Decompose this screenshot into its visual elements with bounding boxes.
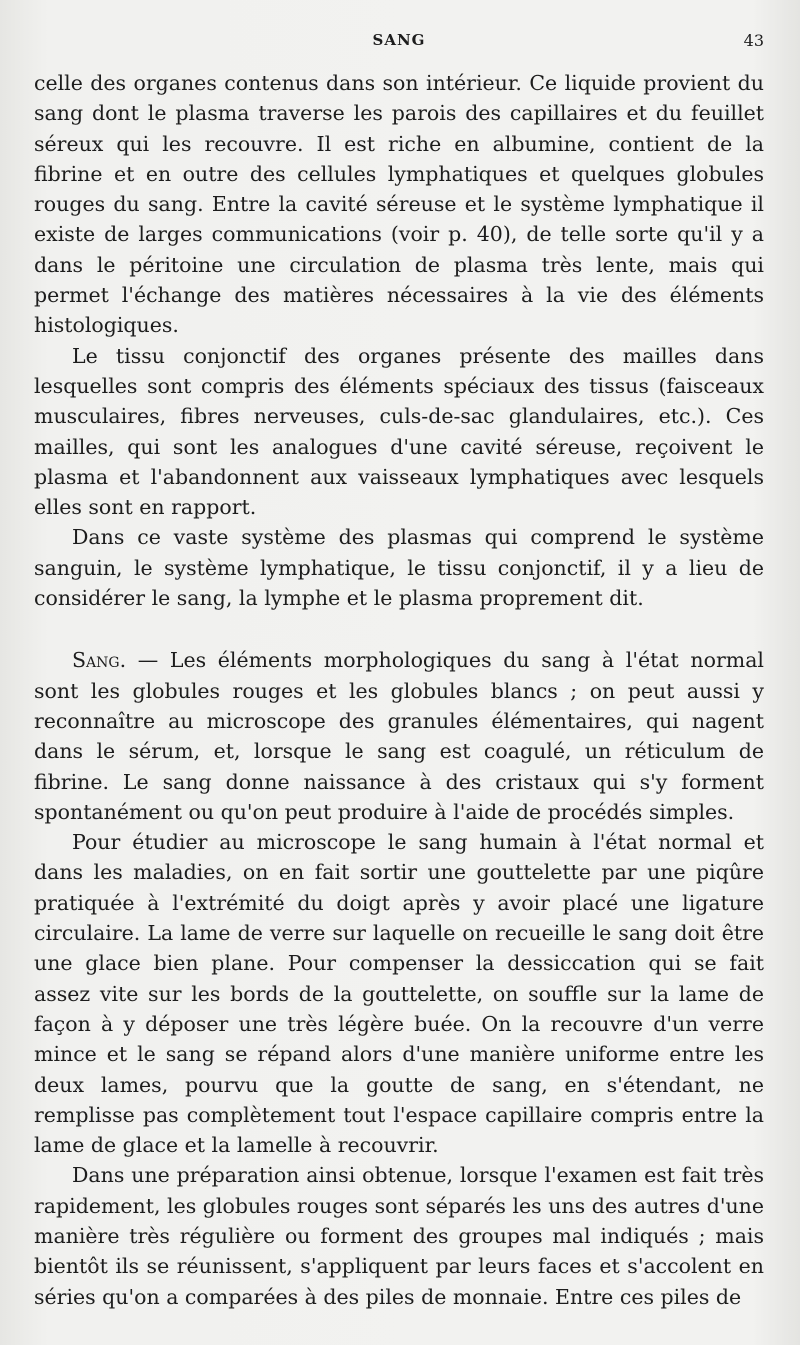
section-first-text: — Les éléments morphologiques du sang à l'état normal sont les globules rouges et les globules blancs ; on peut aussi y reconnaître au microscope des granules élémentaires, qui nagent dans le sérum, et, lorsque le sang est coagulé, un réticulum de fibrine. Le sang donne naissance à des cristaux qui s'y forment spontanément ou qu'on peut produire à l'aide de procédés simples.: [34, 648, 764, 824]
paragraph: Le tissu conjonctif des organes présente des mailles dans lesquelles sont compris des éléments spéciaux des tissus (faisceaux musculaires, fibres nerveuses, culs-de-sac glandulaires, etc.). Ces mailles, qui sont les analogues d'une cavité séreuse, reçoivent le plasma et l'abandonnent aux vaisseaux lymphatiques avec lesquels elles sont en rapport.: [34, 343, 764, 520]
page-header: [34, 0, 764, 68]
paragraph-continued: celle des organes contenus dans son intérieur. Ce liquide provient du sang dont le plasma traverse les parois des capillaires et du feuillet séreux qui les recouvre. Il est riche en albumine, contient de la fibrine et en outre des cellules lymphatiques et quelques globules rouges du sang. Entre la cavité séreuse et le système lymphatique il existe de larges communications (voir p. 40), de telle sorte qu'il y a dans le péritoine une circulation de plasma très lente, mais qui permet l'échange des matières nécessaires à la vie des éléments histologiques.: [34, 71, 764, 338]
section-first-paragraph: [34, 645, 764, 827]
paragraph: Dans une préparation ainsi obtenue, lorsque l'examen est fait très rapidement, les globules rouges sont séparés les uns des autres d'une manière très régulière ou forment des groupes mal indiqués ; mais bientôt ils se réunissent, s'appliquent par leurs faces et s'accolent en séries qu'on a comparées à des piles de monnaie. Entre ces piles de: [34, 1163, 764, 1309]
body-text: [34, 68, 764, 1312]
section-heading: Sang.: [72, 648, 127, 673]
running-title: SANG: [372, 31, 426, 49]
paragraph: Dans ce vaste système des plasmas qui comprend le système sanguin, le système lymphatique, le tissu conjonctif, il y a lieu de considérer le sang, la lymphe et le plasma proprement dit.: [34, 525, 764, 611]
section-spacer: [34, 613, 764, 645]
paragraph: Pour étudier au microscope le sang humain à l'état normal et dans les maladies, on en fait sortir une gouttelette par une piqûre pratiquée à l'extrémité du doigt après y avoir placé une ligature circulaire. La lame de verre sur laquelle on recueille le sang doit être une glace bien plane. Pour compenser la dessiccation qui se fait assez vite sur les bords de la gouttelette, on souffle sur la lame de façon à y déposer une très légère buée. On la recouvre d'un verre mince et le sang se répand alors d'une manière uniforme entre les deux lames, pourvu que la goutte de sang, en s'étendant, ne remplisse pas complètement tout l'espace capillaire compris entre la lame de glace et la lamelle à recouvrir.: [34, 830, 764, 1158]
page-number: 43: [743, 31, 764, 50]
